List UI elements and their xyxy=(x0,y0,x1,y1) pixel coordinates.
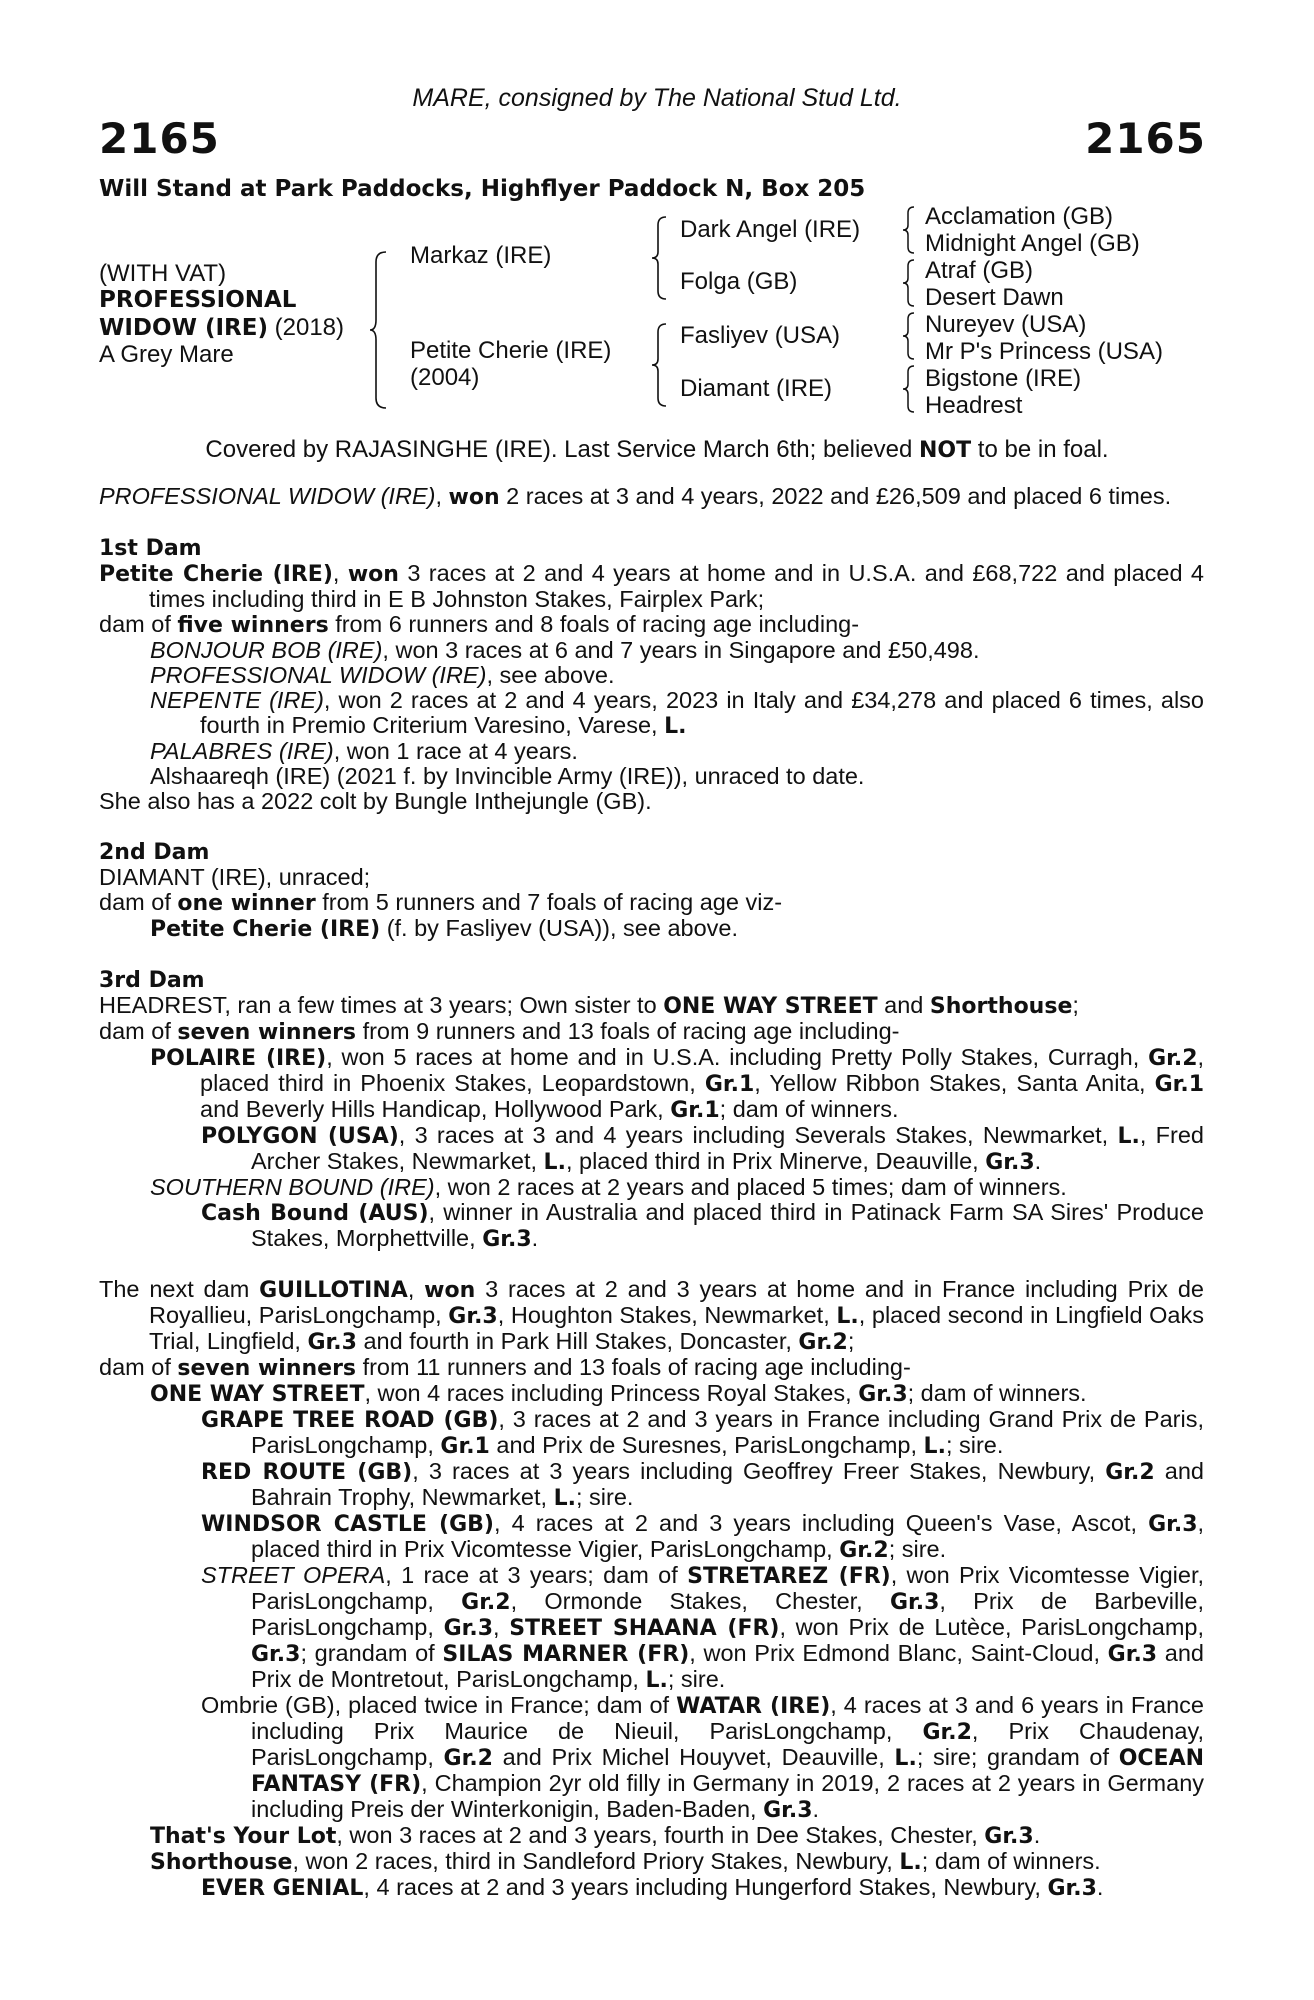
catalogue-body xyxy=(99,484,1204,1901)
third-dam-heading: 3rd Dam xyxy=(99,968,205,993)
ancestor-4: Desert Dawn xyxy=(925,284,1064,311)
offspring-3: NEPENTE (IRE), won 2 races at 2 and 4 years, 2023 in Italy and £34,278 and placed 6 times, also fourth in Premio Criterium Varesino, Varese, L. xyxy=(150,687,1204,739)
red-route-entry: RED ROUTE (GB), 3 races at 3 years including Geoffrey Freer Stakes, Newbury, Gr.2 and Bahrain Trophy, Newmarket, L.; sire. xyxy=(201,1458,1205,1511)
next-dam-record: The next dam GUILLOTINA, won 3 races at 2 and 3 years at home and in France including Prix de Royallieu, ParisLongchamp, Gr.3, Houghton Stakes, Newmarket, L., placed second in Lingfield Oaks Trial, Lingfield, Gr.3 and fourth in Park Hill Stakes, Doncaster, Gr.2; xyxy=(99,1276,1204,1355)
third-dam-produce: dam of seven winners from 9 runners and 13 foals of racing age including- xyxy=(99,1018,900,1045)
brace-g1 xyxy=(900,205,918,255)
dam-sire: Fasliyev (USA) xyxy=(680,322,841,349)
consignment-line: MARE, consigned by The National Stud Ltd. xyxy=(412,84,902,112)
second-dam-offspring: Petite Cherie (IRE) (f. by Fasliyev (USA)), see above. xyxy=(150,915,739,942)
brace-g3 xyxy=(900,311,918,361)
ancestor-7: Bigstone (IRE) xyxy=(925,365,1082,392)
brace-main xyxy=(368,250,392,410)
third-dam-line: HEADREST, ran a few times at 3 years; Own sister to ONE WAY STREET and Shorthouse; xyxy=(99,992,1079,1019)
polaire-entry: POLAIRE (IRE), won 5 races at home and in U.S.A. including Pretty Polly Stakes, Curragh, Gr.2, placed third in Phoenix Stakes, Leopardstown, Gr.1, Yellow Ribbon Stakes, Santa Anita, Gr.1 and Beverly Hills Handicap, Hollywood Park, Gr.1; dam of winners. xyxy=(150,1044,1205,1123)
ancestor-1: Acclamation (GB) xyxy=(925,203,1114,230)
horse-year: (2018) xyxy=(274,314,344,341)
ever-genial-entry: EVER GENIAL, 4 races at 2 and 3 years including Hungerford Stakes, Newbury, Gr.3. xyxy=(201,1874,1104,1901)
polygon-entry: POLYGON (USA), 3 races at 3 and 4 years including Severals Stakes, Newmarket, L., Fred Archer Stakes, Newmarket, L., placed third in Prix Minerve, Deauville, Gr.3. xyxy=(201,1122,1204,1175)
second-dam-line: DIAMANT (IRE), unraced; xyxy=(99,864,371,890)
one-way-street-entry: ONE WAY STREET, won 4 races including Princess Royal Stakes, Gr.3; dam of winners. xyxy=(150,1380,1087,1407)
thats-your-lot-entry: That's Your Lot, won 3 races at 2 and 3 years, fourth in Dee Stakes, Chester, Gr.3. xyxy=(150,1822,1041,1849)
first-dam-record: Petite Cherie (IRE), won 3 races at 2 and 4 years at home and in U.S.A. and £68,722 and placed 4 times including third in E B Johnston Stakes, Fairplex Park; xyxy=(99,560,1204,612)
offspring-2: PROFESSIONAL WIDOW (IRE), see above. xyxy=(150,662,615,688)
shorthouse-entry: Shorthouse, won 2 races, third in Sandleford Priory Stakes, Newbury, L.; dam of winners. xyxy=(150,1848,1101,1875)
ancestor-2: Midnight Angel (GB) xyxy=(925,230,1140,257)
vat-label: (WITH VAT) xyxy=(99,260,227,287)
dam-year: (2004) xyxy=(410,364,480,391)
ombrie-entry: Ombrie (GB), placed twice in France; dam of WATAR (IRE), 4 races at 3 and 6 years in France including Prix Maurice de Nieuil, ParisLongchamp, Gr.2, Prix Chaudenay, ParisLongchamp, Gr.2 and Prix Michel Houyvet, Deauville, L.; sire; grandam of OCEAN FANTASY (FR), Champion 2yr old filly in Germany in 2019, 2 races at 2 years in Germany including Preis der Winterkonigin, Baden-Baden, Gr.3. xyxy=(201,1692,1205,1823)
stand-location: Will Stand at Park Paddocks, Highflyer Paddock N, Box 205 xyxy=(99,176,866,202)
first-dam-heading: 1st Dam xyxy=(99,536,202,561)
sire-sire: Dark Angel (IRE) xyxy=(680,216,861,243)
cash-bound-entry: Cash Bound (AUS), winner in Australia and placed third in Patinack Farm SA Sires' Produce Stakes, Morphettville, Gr.3. xyxy=(201,1199,1204,1252)
ancestor-3: Atraf (GB) xyxy=(925,257,1034,284)
dam: Petite Cherie (IRE) xyxy=(410,337,612,364)
windsor-castle-entry: WINDSOR CASTLE (GB), 4 races at 2 and 3 years including Queen's Vase, Ascot, Gr.3, placed third in Prix Vicomtesse Vigier, ParisLongchamp, Gr.2; sire. xyxy=(201,1510,1205,1563)
lot-number-right: 2165 xyxy=(1085,114,1206,163)
ancestor-5: Nureyev (USA) xyxy=(925,311,1087,338)
next-dam-produce: dam of seven winners from 11 runners and 13 foals of racing age including- xyxy=(99,1354,911,1381)
first-dam-also: She also has a 2022 colt by Bungle Inthejungle (GB). xyxy=(99,788,652,814)
brace-g4 xyxy=(900,364,918,414)
second-dam-heading: 2nd Dam xyxy=(99,840,210,865)
sire-dam: Folga (GB) xyxy=(680,268,798,295)
brace-g2 xyxy=(900,258,918,308)
sire: Markaz (IRE) xyxy=(410,242,552,269)
southern-bound-entry: SOUTHERN BOUND (IRE), won 2 races at 2 years and placed 5 times; dam of winners. xyxy=(150,1174,1067,1200)
offspring-4: PALABRES (IRE), won 1 race at 4 years. xyxy=(150,738,578,764)
horse-name-line1: PROFESSIONAL xyxy=(99,287,297,313)
dam-dam: Diamant (IRE) xyxy=(680,375,833,402)
brace-sire xyxy=(650,215,670,301)
first-dam-produce: dam of five winners from 6 runners and 8 foals of racing age including- xyxy=(99,611,860,638)
offspring-5: Alshaareqh (IRE) (2021 f. by Invincible Army (IRE)), unraced to date. xyxy=(150,763,865,789)
intro-paragraph: PROFESSIONAL WIDOW (IRE), won 2 races at 3 and 4 years, 2022 and £26,509 and placed 6 times. xyxy=(99,483,1172,510)
brace-dam xyxy=(650,322,670,408)
ancestor-8: Headrest xyxy=(925,392,1023,419)
covered-line: Covered by RAJASINGHE (IRE). Last Service March 6th; believed NOT to be in foal. xyxy=(205,436,1109,463)
second-dam-produce: dam of one winner from 5 runners and 7 foals of racing age viz- xyxy=(99,889,783,916)
ancestor-6: Mr P's Princess (USA) xyxy=(925,338,1163,365)
lot-number-left: 2165 xyxy=(99,114,220,163)
grape-tree-road-entry: GRAPE TREE ROAD (GB), 3 races at 2 and 3 years in France including Grand Prix de Paris, ParisLongchamp, Gr.1 and Prix de Suresnes, ParisLongchamp, L.; sire. xyxy=(201,1406,1204,1459)
horse-description: A Grey Mare xyxy=(99,341,234,368)
street-opera-entry: STREET OPERA, 1 race at 3 years; dam of STRETAREZ (FR), won Prix Vicomtesse Vigier, ParisLongchamp, Gr.2, Ormonde Stakes, Chester, Gr.3, Prix de Barbeville, ParisLongchamp, Gr.3, STREET SHAANA (FR), won Prix de Lutèce, ParisLongchamp, Gr.3; grandam of SILAS MARNER (FR), won Prix Edmond Blanc, Saint-Cloud, Gr.3 and Prix de Montretout, ParisLongchamp, L.; sire. xyxy=(201,1562,1205,1693)
offspring-1: BONJOUR BOB (IRE), won 3 races at 6 and 7 years in Singapore and £50,498. xyxy=(150,637,980,663)
horse-name: WIDOW (IRE) xyxy=(99,315,268,341)
horse-name-line2 xyxy=(99,314,344,342)
